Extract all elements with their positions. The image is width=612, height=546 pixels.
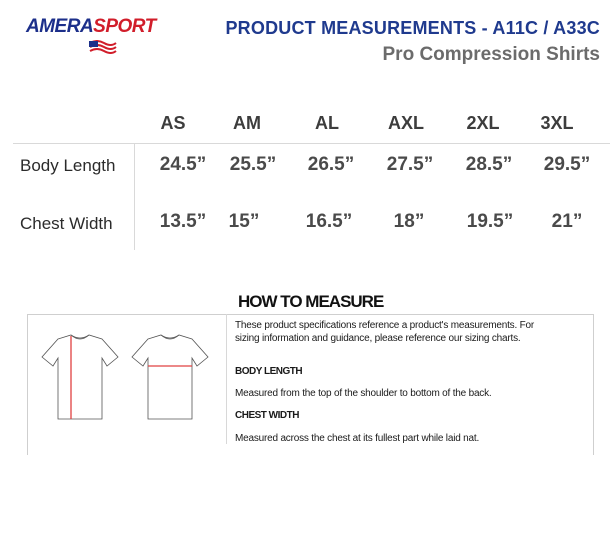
shirt-diagrams xyxy=(40,333,222,421)
size-header: 2XL xyxy=(466,113,500,133)
chest-width-heading: CHEST WIDTH xyxy=(235,410,299,421)
row-label-chest-width: Chest Width xyxy=(20,214,113,233)
flag-icon xyxy=(88,40,118,54)
table-cell: 24.5” xyxy=(159,154,207,175)
table-cell: 27.5” xyxy=(386,154,434,175)
table-cell: 25.5” xyxy=(229,154,277,175)
page-subtitle: Pro Compression Shirts xyxy=(382,44,600,65)
chest-width-text: Measured across the chest at its fullest part while laid nat. xyxy=(235,433,480,444)
size-header: 3XL xyxy=(540,113,574,133)
size-header: AM xyxy=(233,113,261,133)
panel-divider xyxy=(226,314,227,444)
table-cell: 26.5” xyxy=(307,154,355,175)
table-cell: 28.5” xyxy=(465,154,513,175)
table-cell: 18” xyxy=(393,211,425,232)
shirt-body-length-diagram xyxy=(42,335,118,419)
brand-name-part2: SPORT xyxy=(93,16,156,37)
brand-logo xyxy=(26,14,168,54)
size-header: AS xyxy=(160,113,186,133)
shirt-chest-width-diagram xyxy=(132,335,208,419)
how-to-measure-intro: These product specifications reference a product's measurements. For sizing information and guidance, please reference our sizing charts. xyxy=(235,320,535,344)
table-cell: 21” xyxy=(551,211,583,232)
table-column-divider xyxy=(134,144,135,250)
body-length-text: Measured from the top of the shoulder to bottom of the back. xyxy=(235,388,492,399)
row-label-body-length: Body Length xyxy=(20,156,116,175)
brand-name-part1: AMERA xyxy=(26,16,94,37)
table-cell: 19.5” xyxy=(466,211,514,232)
table-cell: 16.5” xyxy=(305,211,353,232)
table-divider xyxy=(13,143,610,144)
page-title: PRODUCT MEASUREMENTS - A11C / A33C xyxy=(225,18,600,38)
how-to-measure-title: HOW TO MEASURE xyxy=(238,292,384,311)
size-header: AL xyxy=(315,113,339,133)
table-cell: 29.5” xyxy=(543,154,591,175)
table-cell: 15” xyxy=(228,211,260,232)
table-cell: 13.5” xyxy=(159,211,207,232)
body-length-heading: BODY LENGTH xyxy=(235,366,303,377)
size-header: AXL xyxy=(388,113,424,133)
brand-wordmark xyxy=(26,16,156,38)
